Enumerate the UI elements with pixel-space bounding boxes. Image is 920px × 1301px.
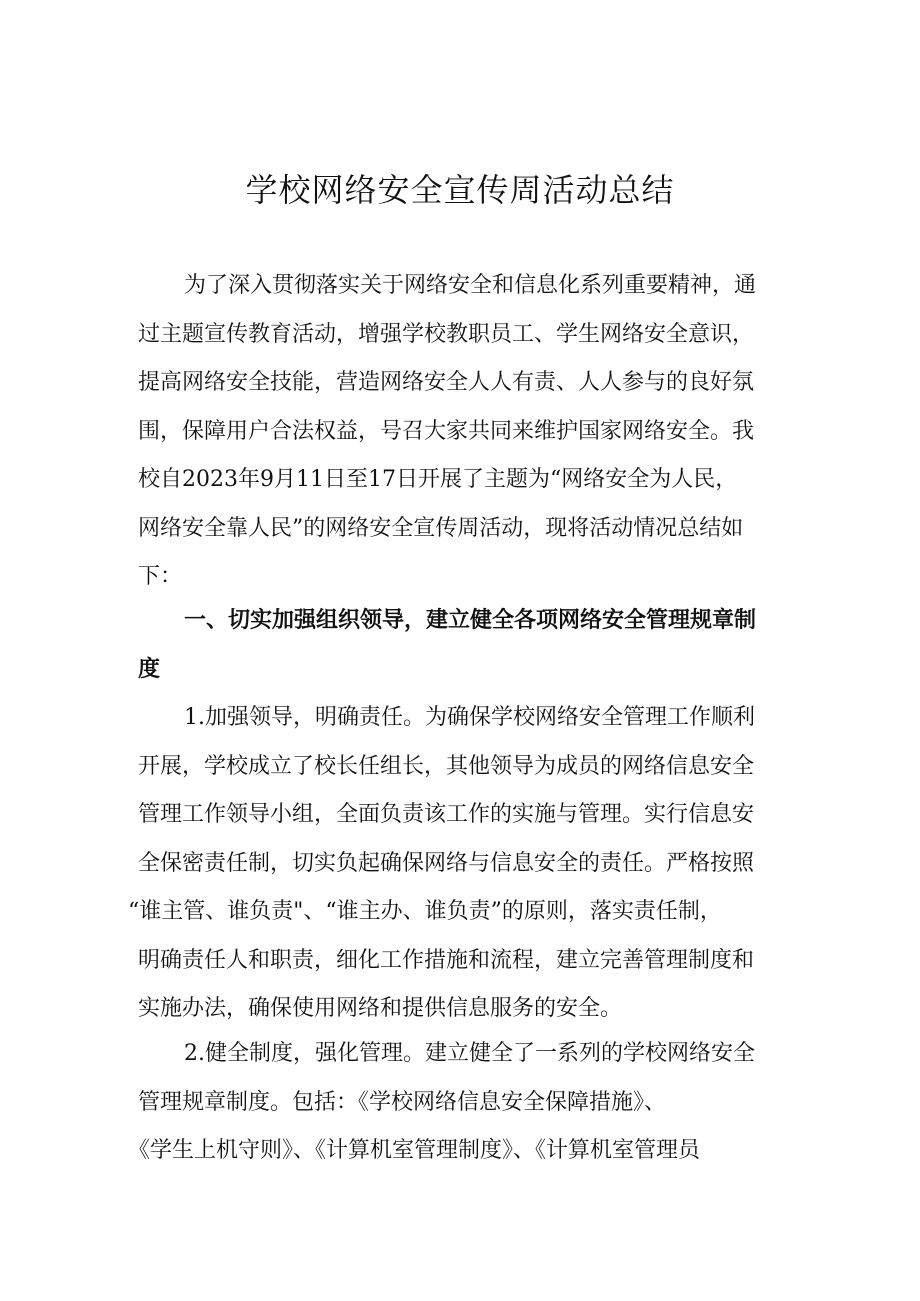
item-line: 《学生上机守则》、《计算机室管理制度》、《计算机室管理员 [128, 1138, 701, 1163]
item-line: 管理规章制度。包括：《学校网络信息安全保障措施》、 [138, 1089, 667, 1115]
intro-line: 下： [138, 564, 183, 589]
item-2-paragraph [128, 1030, 798, 1176]
item-line: 实施办法，确保使用网络和提供信息服务的安全。 [138, 996, 623, 1021]
intro-line: 提高网络安全技能，营造网络安全人人有责、人人参与的良好氛 [138, 370, 755, 395]
item-line: “谁主管、谁负责"、“谁主办、谁负责”的原则，落实责任制， [128, 899, 722, 924]
section-heading [138, 597, 798, 694]
item-line: 1.加强领导，明确责任。为确保学校网络安全管理工作顺利 [184, 705, 755, 730]
item-line: 2.健全制度，强化管理。建立健全了一系列的学校网络安全 [184, 1041, 755, 1066]
intro-line: 围，保障用户合法权益，号召大家共同来维护国家网络安全。我 [138, 418, 755, 444]
intro-line: 校自2023年9月11日至17日开展了主题为“网络安全为人民， [138, 467, 738, 492]
intro-line: 网络安全靠人民”的网络安全宣传周活动，现将活动情况总结如 [138, 515, 744, 541]
intro-paragraph [138, 262, 798, 602]
item-line: 全保密责任制，切实负起确保网络与信息安全的责任。严格按照 [138, 850, 755, 876]
document-title: 学校网络安全宣传周活动总结 [245, 171, 675, 209]
item-line: 开展，学校成立了校长任组长，其他领导为成员的网络信息安全 [138, 753, 755, 779]
item-line: 明确责任人和职责，细化工作措施和流程，建立完善管理制度和 [138, 947, 755, 973]
item-1-paragraph [128, 694, 798, 1034]
intro-line: 为了深入贯彻落实关于网络安全和信息化系列重要精神，通 [184, 273, 757, 298]
section-heading-line: 一、切实加强组织领导，建立健全各项网络安全管理规章制 [184, 608, 757, 633]
section-heading-line: 度 [138, 656, 161, 682]
item-line: 管理工作领导小组，全面负责该工作的实施与管理。实行信息安 [138, 802, 755, 827]
intro-line: 过主题宣传教育活动，增强学校教职员工、学生网络安全意识， [138, 321, 755, 347]
